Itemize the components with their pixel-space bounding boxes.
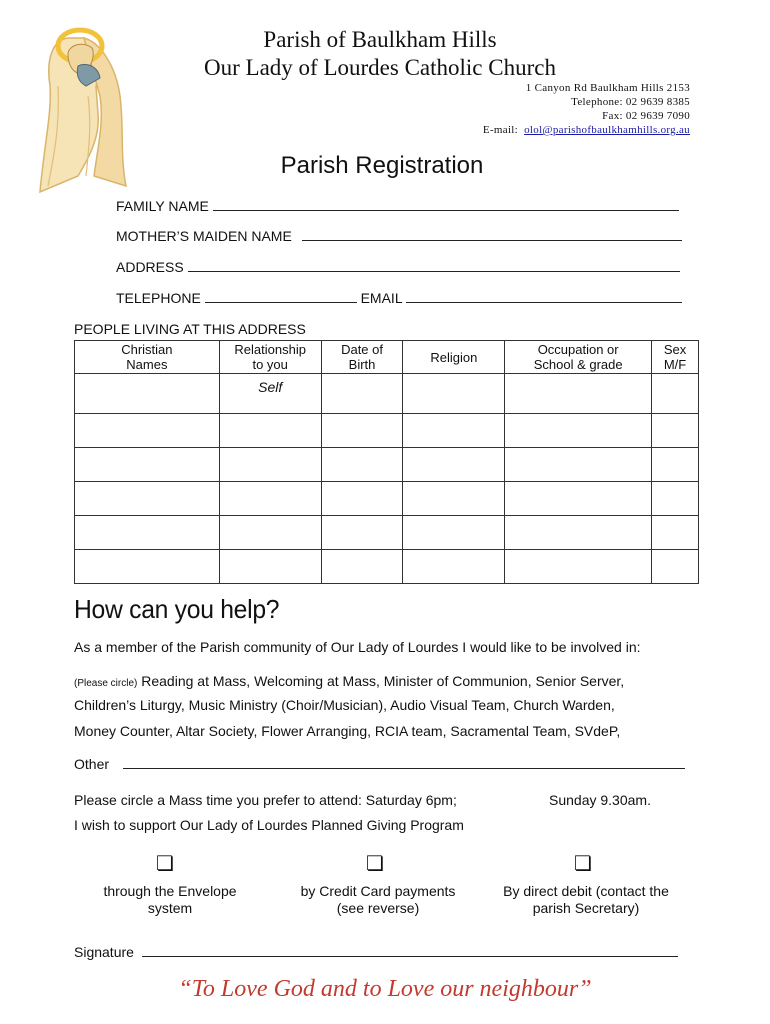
table-cell[interactable] (403, 516, 505, 550)
parish-motto: “To Love God and to Love our neighbour” (178, 976, 592, 1002)
planned-giving-text: I wish to support Our Lady of Lourdes Planned Giving Program (74, 817, 464, 833)
help-intro: As a member of the Parish community of Our Lady of Lourdes I would like to be involved in: (74, 639, 641, 655)
table-cell[interactable] (652, 482, 699, 516)
envelope-option: through the Envelope system (103, 883, 237, 916)
col-relationship: Relationship to you (219, 341, 321, 374)
telephone-email-field[interactable] (116, 290, 682, 306)
table-cell[interactable] (75, 374, 220, 414)
table-cell[interactable] (403, 482, 505, 516)
other-field[interactable] (74, 756, 685, 773)
table-cell[interactable] (75, 414, 220, 448)
table-row (75, 374, 699, 414)
table-row (75, 414, 699, 448)
table-row (75, 516, 699, 550)
direct-debit-option: By direct debit (contact the parish Secretary) (503, 883, 669, 916)
signature-line[interactable] (142, 944, 678, 957)
table-row (75, 482, 699, 516)
email-label: E-mail: (482, 124, 519, 136)
table-cell[interactable] (321, 414, 403, 448)
table-row (75, 448, 699, 482)
table-cell[interactable] (219, 550, 321, 584)
table-row (75, 550, 699, 584)
table-cell[interactable] (75, 482, 220, 516)
credit-card-checkbox-icon[interactable]: ❏ (366, 853, 384, 875)
relationship-self: Self (219, 374, 321, 414)
table-cell[interactable] (321, 448, 403, 482)
email-line[interactable] (406, 290, 682, 303)
church-fax: Fax: 02 9639 7090 (602, 110, 690, 122)
credit-card-option: by Credit Card payments (see reverse) (300, 883, 456, 916)
col-date-of-birth: Date of Birth (321, 341, 403, 374)
table-cell[interactable] (75, 516, 220, 550)
table-cell[interactable] (321, 482, 403, 516)
church-telephone: Telephone: 02 9639 8385 (571, 96, 690, 108)
table-cell[interactable] (652, 374, 699, 414)
people-heading: PEOPLE LIVING AT THIS ADDRESS (74, 321, 306, 337)
people-table (74, 340, 699, 584)
mass-time-sunday[interactable]: Sunday 9.30am. (549, 792, 651, 808)
church-address: 1 Canyon Rd Baulkham Hills 2153 (525, 82, 690, 94)
col-sex: Sex M/F (652, 341, 699, 374)
signature-label: Signature (74, 944, 134, 960)
table-cell[interactable] (403, 550, 505, 584)
circle-note: (Please circle) (74, 678, 138, 689)
table-header-row (75, 341, 699, 374)
envelope-checkbox-icon[interactable]: ❏ (156, 853, 174, 875)
table-cell[interactable] (75, 550, 220, 584)
col-christian-names: Christian Names (75, 341, 220, 374)
table-cell[interactable] (505, 448, 652, 482)
table-cell[interactable] (652, 550, 699, 584)
address-field[interactable] (116, 259, 680, 275)
table-cell[interactable] (321, 550, 403, 584)
direct-debit-checkbox-icon[interactable]: ❏ (574, 853, 592, 875)
table-cell[interactable] (321, 374, 403, 414)
ministry-options-3[interactable]: Money Counter, Altar Society, Flower Arranging, RCIA team, Sacramental Team, SVdeP, (74, 723, 621, 739)
table-cell[interactable] (219, 448, 321, 482)
table-cell[interactable] (652, 414, 699, 448)
ministry-options-1[interactable]: Reading at Mass, Welcoming at Mass, Minister of Communion, Senior Server, (141, 673, 625, 689)
telephone-label: TELEPHONE (116, 290, 201, 306)
ministry-options-2[interactable]: Children’s Liturgy, Music Ministry (Choir/Musician), Audio Visual Team, Church Warden, (74, 697, 615, 713)
maiden-name-label: MOTHER’S MAIDEN NAME (116, 228, 292, 244)
table-cell[interactable] (505, 482, 652, 516)
maiden-name-line[interactable] (302, 228, 682, 241)
other-label: Other (74, 756, 110, 772)
family-name-line[interactable] (213, 198, 679, 211)
table-cell[interactable] (505, 414, 652, 448)
table-cell[interactable] (219, 482, 321, 516)
address-line[interactable] (188, 259, 680, 272)
parish-name: Parish of Baulkham Hills (263, 27, 497, 52)
maiden-name-field[interactable] (116, 228, 682, 244)
mass-time-prompt[interactable]: Please circle a Mass time you prefer to attend: Saturday 6pm; (74, 792, 457, 808)
col-occupation: Occupation or School & grade (505, 341, 652, 374)
col-religion: Religion (403, 341, 505, 374)
family-name-field[interactable] (116, 198, 679, 214)
table-cell[interactable] (505, 550, 652, 584)
address-label: ADDRESS (116, 259, 184, 275)
church-name: Our Lady of Lourdes Catholic Church (204, 55, 556, 80)
help-title: How can you help? (74, 594, 280, 624)
other-line[interactable] (123, 756, 685, 769)
ministry-line-1 (74, 673, 624, 692)
telephone-line[interactable] (205, 290, 357, 303)
table-cell[interactable] (403, 448, 505, 482)
table-cell[interactable] (652, 516, 699, 550)
table-cell[interactable] (652, 448, 699, 482)
table-cell[interactable] (505, 516, 652, 550)
table-cell[interactable] (505, 374, 652, 414)
table-cell[interactable] (321, 516, 403, 550)
table-cell[interactable] (75, 448, 220, 482)
email-link[interactable]: olol@parishofbaulkhamhills.org.au (524, 124, 690, 136)
contact-block (483, 81, 690, 137)
table-cell[interactable] (403, 414, 505, 448)
family-name-label: FAMILY NAME (116, 198, 209, 214)
form-title: Parish Registration (280, 152, 484, 179)
table-cell[interactable] (403, 374, 505, 414)
church-header (130, 26, 630, 82)
email-field-label: EMAIL (360, 290, 403, 306)
table-cell[interactable] (219, 414, 321, 448)
table-cell[interactable] (219, 516, 321, 550)
signature-field[interactable] (74, 944, 678, 961)
